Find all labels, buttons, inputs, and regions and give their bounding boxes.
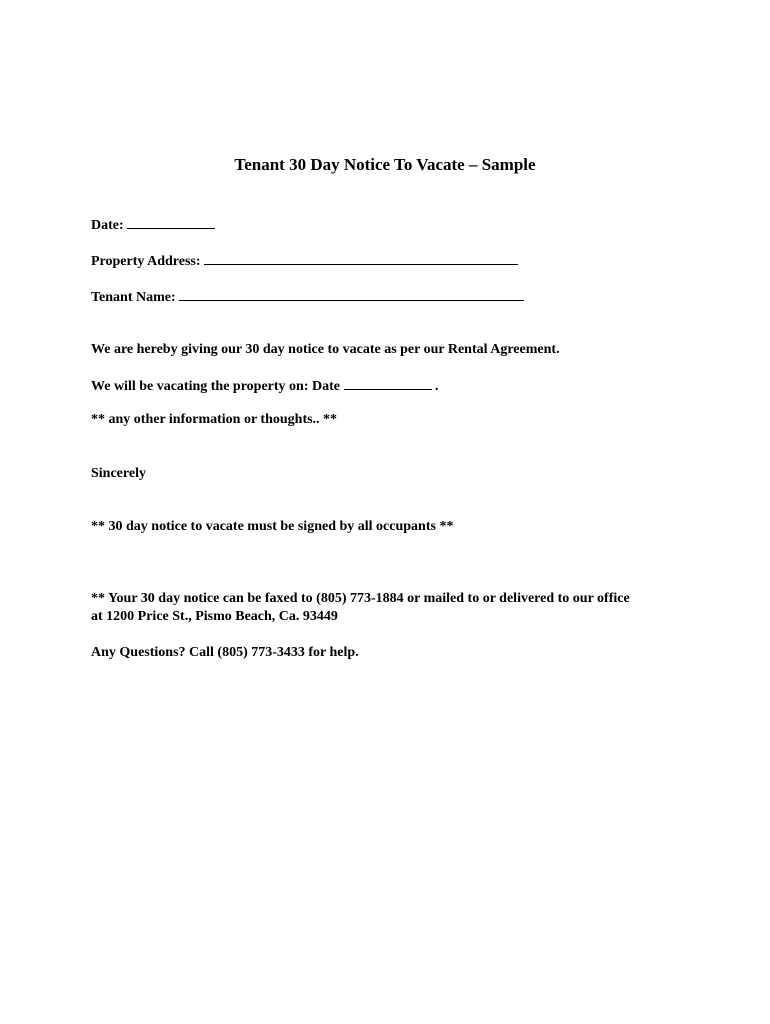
property-address-line [91, 252, 518, 270]
other-info-line: ** any other information or thoughts.. ** [91, 412, 338, 427]
delivery-info-line-1: ** Your 30 day notice can be faxed to (805) 773-1884 or mailed to or delivered to our office [91, 591, 630, 606]
signature-note: ** 30 day notice to vacate must be signed by all occupants ** [91, 519, 454, 534]
property-address-blank[interactable] [204, 252, 518, 265]
questions-line: Any Questions? Call (805) 773-3433 for help. [91, 645, 359, 660]
date-blank[interactable] [127, 216, 215, 229]
vacating-date-label: We will be vacating the property on: Date [91, 379, 340, 394]
vacating-date-period: . [435, 379, 439, 394]
vacating-date-line [91, 377, 439, 395]
closing-sincerely: Sincerely [91, 466, 146, 481]
document-title: Tenant 30 Day Notice To Vacate – Sample [234, 155, 536, 174]
delivery-info-line-2: at 1200 Price St., Pismo Beach, Ca. 93449 [91, 609, 338, 624]
date-label: Date: [91, 218, 124, 233]
notice-sentence: We are hereby giving our 30 day notice to vacate as per our Rental Agreement. [91, 342, 560, 357]
date-line [91, 216, 215, 234]
property-address-label: Property Address: [91, 254, 201, 269]
tenant-name-label: Tenant Name: [91, 290, 176, 305]
tenant-name-blank[interactable] [179, 288, 524, 301]
vacating-date-blank[interactable] [344, 377, 432, 390]
tenant-name-line [91, 288, 524, 306]
